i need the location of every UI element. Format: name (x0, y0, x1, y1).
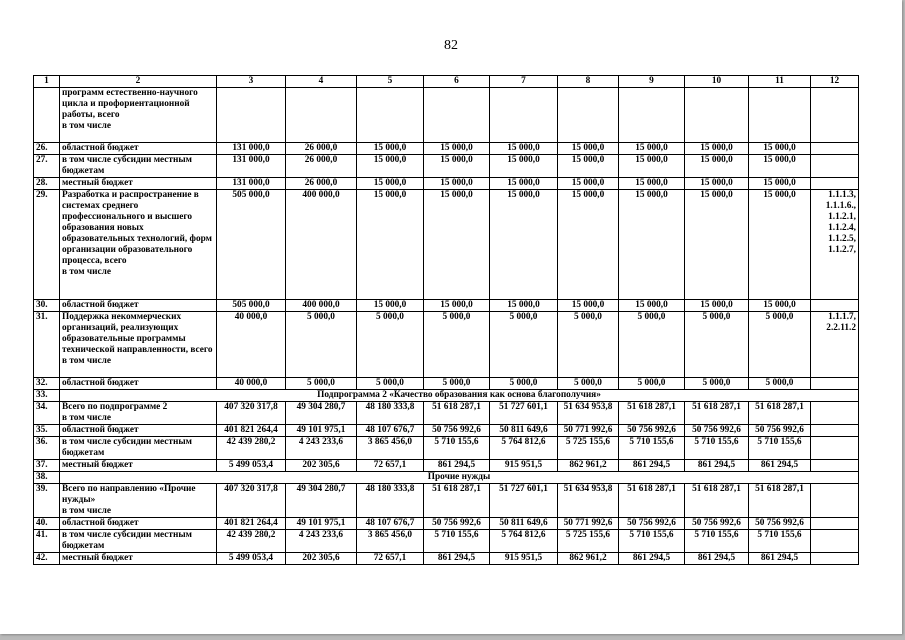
value-cell: 15 000,0 (424, 178, 490, 190)
value-cell: 5 710 155,6 (749, 437, 811, 460)
value-cell: 15 000,0 (749, 300, 811, 312)
value-cell: 15 000,0 (490, 143, 558, 155)
row-description: областной бюджет (60, 378, 217, 390)
value-cell: 5 000,0 (357, 312, 424, 378)
row-description: в том числе субсидии местным бюджетам (60, 530, 217, 553)
row-description: местный бюджет (60, 460, 217, 472)
value-cell: 862 961,2 (558, 553, 619, 565)
value-cell: 5 000,0 (558, 378, 619, 390)
table-row (34, 530, 859, 553)
value-cell: 400 000,0 (286, 190, 357, 300)
row-description: в том числе субсидии местным бюджетам (60, 155, 217, 178)
value-cell: 50 771 992,6 (558, 425, 619, 437)
value-cell: 15 000,0 (749, 178, 811, 190)
value-cell (490, 88, 558, 143)
value-cell: 15 000,0 (685, 178, 749, 190)
reference-codes (811, 300, 859, 312)
value-cell: 50 756 992,6 (685, 425, 749, 437)
reference-codes (811, 460, 859, 472)
row-number: 36. (34, 437, 60, 460)
value-cell: 15 000,0 (357, 190, 424, 300)
value-cell: 5 000,0 (490, 378, 558, 390)
value-cell: 5 710 155,6 (424, 437, 490, 460)
row-description: областной бюджет (60, 425, 217, 437)
reference-codes: 1.1.1.7, 2.2.11.2 (811, 312, 859, 378)
table-row (34, 553, 859, 565)
column-header: 12 (811, 76, 859, 88)
value-cell: 49 101 975,1 (286, 518, 357, 530)
value-cell: 50 756 992,6 (424, 425, 490, 437)
table-row (34, 437, 859, 460)
value-cell: 861 294,5 (619, 460, 685, 472)
value-cell: 15 000,0 (424, 143, 490, 155)
value-cell: 5 000,0 (286, 312, 357, 378)
value-cell: 51 618 287,1 (685, 484, 749, 518)
value-cell: 42 439 280,2 (217, 530, 286, 553)
value-cell: 42 439 280,2 (217, 437, 286, 460)
value-cell: 4 243 233,6 (286, 530, 357, 553)
value-cell: 15 000,0 (558, 155, 619, 178)
value-cell: 51 618 287,1 (749, 484, 811, 518)
row-number: 39. (34, 484, 60, 518)
value-cell: 5 710 155,6 (619, 437, 685, 460)
table-row (34, 425, 859, 437)
value-cell: 51 618 287,1 (749, 402, 811, 425)
column-header: 6 (424, 76, 490, 88)
column-header: 8 (558, 76, 619, 88)
table-row (34, 390, 859, 402)
value-cell: 401 821 264,4 (217, 425, 286, 437)
value-cell: 50 811 649,6 (490, 518, 558, 530)
value-cell: 51 618 287,1 (619, 484, 685, 518)
row-number: 41. (34, 530, 60, 553)
value-cell: 15 000,0 (685, 300, 749, 312)
value-cell: 72 657,1 (357, 553, 424, 565)
value-cell: 861 294,5 (424, 553, 490, 565)
table-row (34, 178, 859, 190)
value-cell: 3 865 456,0 (357, 530, 424, 553)
value-cell: 861 294,5 (619, 553, 685, 565)
row-number (34, 88, 60, 143)
table-row (34, 472, 859, 484)
row-description: областной бюджет (60, 143, 217, 155)
value-cell: 49 304 280,7 (286, 484, 357, 518)
value-cell: 15 000,0 (357, 178, 424, 190)
value-cell: 5 000,0 (357, 378, 424, 390)
reference-codes (811, 437, 859, 460)
budget-table (33, 75, 859, 565)
section-title: Подпрограмма 2 «Качество образования как основа благополучия» (60, 390, 859, 402)
value-cell (357, 88, 424, 143)
row-number: 32. (34, 378, 60, 390)
table-row (34, 312, 859, 378)
column-header: 10 (685, 76, 749, 88)
value-cell: 5 000,0 (685, 378, 749, 390)
value-cell: 5 710 155,6 (749, 530, 811, 553)
value-cell: 5 000,0 (619, 378, 685, 390)
reference-codes (811, 425, 859, 437)
column-header: 9 (619, 76, 685, 88)
value-cell: 861 294,5 (424, 460, 490, 472)
row-number: 28. (34, 178, 60, 190)
row-number: 35. (34, 425, 60, 437)
value-cell (619, 88, 685, 143)
value-cell: 5 710 155,6 (619, 530, 685, 553)
row-description: местный бюджет (60, 178, 217, 190)
table-row (34, 378, 859, 390)
row-number: 30. (34, 300, 60, 312)
table-row (34, 143, 859, 155)
value-cell: 15 000,0 (619, 190, 685, 300)
reference-codes (811, 484, 859, 518)
row-number: 42. (34, 553, 60, 565)
value-cell: 50 756 992,6 (424, 518, 490, 530)
value-cell: 50 756 992,6 (619, 518, 685, 530)
value-cell: 5 499 053,4 (217, 460, 286, 472)
row-description: Всего по направлению «Прочие нужды» в том числе (60, 484, 217, 518)
row-description: Всего по подпрограмме 2 в том числе (60, 402, 217, 425)
reference-codes (811, 530, 859, 553)
value-cell: 861 294,5 (685, 553, 749, 565)
value-cell: 5 000,0 (749, 312, 811, 378)
value-cell: 51 634 953,8 (558, 484, 619, 518)
reference-codes: 1.1.1.3, 1.1.1.6., 1.1.2.1, 1.1.2.4, 1.1.2.5, 1.1.2.7, (811, 190, 859, 300)
value-cell: 861 294,5 (749, 553, 811, 565)
table-row (34, 402, 859, 425)
value-cell: 5 725 155,6 (558, 437, 619, 460)
value-cell: 5 000,0 (619, 312, 685, 378)
value-cell: 15 000,0 (619, 143, 685, 155)
value-cell: 505 000,0 (217, 190, 286, 300)
value-cell (685, 88, 749, 143)
reference-codes (811, 402, 859, 425)
value-cell: 49 304 280,7 (286, 402, 357, 425)
value-cell: 15 000,0 (490, 300, 558, 312)
reference-codes (811, 143, 859, 155)
value-cell: 15 000,0 (558, 190, 619, 300)
row-description: программ естественно-научного цикла и профориентационной работы, всего в том числе (60, 88, 217, 143)
value-cell: 50 756 992,6 (619, 425, 685, 437)
value-cell: 15 000,0 (619, 300, 685, 312)
value-cell: 15 000,0 (558, 300, 619, 312)
column-header: 5 (357, 76, 424, 88)
value-cell: 5 710 155,6 (424, 530, 490, 553)
value-cell: 5 000,0 (424, 378, 490, 390)
column-header: 11 (749, 76, 811, 88)
value-cell: 5 764 812,6 (490, 530, 558, 553)
row-number: 26. (34, 143, 60, 155)
page-number: 82 (444, 38, 458, 53)
value-cell: 51 727 601,1 (490, 402, 558, 425)
value-cell: 407 320 317,8 (217, 484, 286, 518)
row-description: Разработка и распространение в системах среднего профессионального и высшего образования новых образовательных технологий, форм организации образовательного процесса, всего в том числе (60, 190, 217, 300)
row-number: 37. (34, 460, 60, 472)
row-number: 34. (34, 402, 60, 425)
value-cell: 15 000,0 (558, 178, 619, 190)
value-cell: 51 727 601,1 (490, 484, 558, 518)
row-number: 33. (34, 390, 60, 402)
column-header: 3 (217, 76, 286, 88)
table-row (34, 518, 859, 530)
row-number: 27. (34, 155, 60, 178)
value-cell: 5 725 155,6 (558, 530, 619, 553)
row-description: областной бюджет (60, 300, 217, 312)
value-cell: 15 000,0 (424, 155, 490, 178)
value-cell: 50 756 992,6 (749, 425, 811, 437)
reference-codes (811, 88, 859, 143)
value-cell (558, 88, 619, 143)
value-cell: 26 000,0 (286, 178, 357, 190)
value-cell: 131 000,0 (217, 155, 286, 178)
value-cell: 15 000,0 (749, 190, 811, 300)
value-cell: 5 710 155,6 (685, 530, 749, 553)
value-cell: 15 000,0 (424, 300, 490, 312)
value-cell: 51 618 287,1 (685, 402, 749, 425)
value-cell: 40 000,0 (217, 378, 286, 390)
value-cell: 15 000,0 (357, 143, 424, 155)
value-cell: 50 756 992,6 (685, 518, 749, 530)
value-cell: 5 764 812,6 (490, 437, 558, 460)
value-cell: 48 180 333,8 (357, 402, 424, 425)
value-cell: 861 294,5 (685, 460, 749, 472)
value-cell: 48 180 333,8 (357, 484, 424, 518)
value-cell: 50 811 649,6 (490, 425, 558, 437)
value-cell: 15 000,0 (749, 143, 811, 155)
value-cell: 40 000,0 (217, 312, 286, 378)
row-description: Поддержка некоммерческих организаций, реализующих образовательные программы технической направленности, всего в том числе (60, 312, 217, 378)
value-cell (749, 88, 811, 143)
value-cell: 401 821 264,4 (217, 518, 286, 530)
reference-codes (811, 178, 859, 190)
value-cell: 862 961,2 (558, 460, 619, 472)
column-header: 2 (60, 76, 217, 88)
table-row (34, 300, 859, 312)
reference-codes (811, 553, 859, 565)
value-cell: 15 000,0 (685, 143, 749, 155)
value-cell: 15 000,0 (357, 155, 424, 178)
row-number: 40. (34, 518, 60, 530)
value-cell: 15 000,0 (619, 178, 685, 190)
table-row (34, 190, 859, 300)
value-cell: 26 000,0 (286, 155, 357, 178)
value-cell: 5 000,0 (490, 312, 558, 378)
value-cell: 915 951,5 (490, 553, 558, 565)
value-cell: 15 000,0 (424, 190, 490, 300)
row-description: областной бюджет (60, 518, 217, 530)
column-header: 4 (286, 76, 357, 88)
table-row (34, 484, 859, 518)
value-cell: 15 000,0 (685, 155, 749, 178)
table-row (34, 460, 859, 472)
value-cell: 48 107 676,7 (357, 518, 424, 530)
value-cell: 5 000,0 (286, 378, 357, 390)
value-cell: 505 000,0 (217, 300, 286, 312)
value-cell: 15 000,0 (685, 190, 749, 300)
value-cell: 202 305,6 (286, 460, 357, 472)
table-row (34, 88, 859, 143)
value-cell: 400 000,0 (286, 300, 357, 312)
value-cell: 26 000,0 (286, 143, 357, 155)
table-row (34, 155, 859, 178)
value-cell: 5 499 053,4 (217, 553, 286, 565)
value-cell: 861 294,5 (749, 460, 811, 472)
value-cell: 407 320 317,8 (217, 402, 286, 425)
row-number: 38. (34, 472, 60, 484)
value-cell (286, 88, 357, 143)
value-cell (424, 88, 490, 143)
reference-codes (811, 378, 859, 390)
value-cell: 15 000,0 (490, 178, 558, 190)
column-header: 1 (34, 76, 60, 88)
value-cell: 51 634 953,8 (558, 402, 619, 425)
value-cell: 72 657,1 (357, 460, 424, 472)
value-cell: 202 305,6 (286, 553, 357, 565)
value-cell: 51 618 287,1 (424, 484, 490, 518)
value-cell: 49 101 975,1 (286, 425, 357, 437)
row-description: в том числе субсидии местным бюджетам (60, 437, 217, 460)
reference-codes (811, 155, 859, 178)
value-cell: 15 000,0 (357, 300, 424, 312)
column-header: 7 (490, 76, 558, 88)
value-cell: 15 000,0 (619, 155, 685, 178)
row-number: 29. (34, 190, 60, 300)
section-title: Прочие нужды (60, 472, 859, 484)
value-cell: 48 107 676,7 (357, 425, 424, 437)
value-cell: 3 865 456,0 (357, 437, 424, 460)
value-cell: 15 000,0 (749, 155, 811, 178)
value-cell: 131 000,0 (217, 143, 286, 155)
row-number: 31. (34, 312, 60, 378)
value-cell: 5 000,0 (749, 378, 811, 390)
value-cell: 15 000,0 (490, 190, 558, 300)
value-cell: 51 618 287,1 (424, 402, 490, 425)
table-header-row (34, 76, 859, 88)
value-cell: 4 243 233,6 (286, 437, 357, 460)
value-cell: 5 710 155,6 (685, 437, 749, 460)
value-cell: 5 000,0 (685, 312, 749, 378)
value-cell: 50 771 992,6 (558, 518, 619, 530)
value-cell (217, 88, 286, 143)
value-cell: 915 951,5 (490, 460, 558, 472)
row-description: местный бюджет (60, 553, 217, 565)
reference-codes (811, 518, 859, 530)
value-cell: 51 618 287,1 (619, 402, 685, 425)
value-cell: 131 000,0 (217, 178, 286, 190)
value-cell: 15 000,0 (490, 155, 558, 178)
value-cell: 15 000,0 (558, 143, 619, 155)
value-cell: 5 000,0 (558, 312, 619, 378)
value-cell: 50 756 992,6 (749, 518, 811, 530)
value-cell: 5 000,0 (424, 312, 490, 378)
